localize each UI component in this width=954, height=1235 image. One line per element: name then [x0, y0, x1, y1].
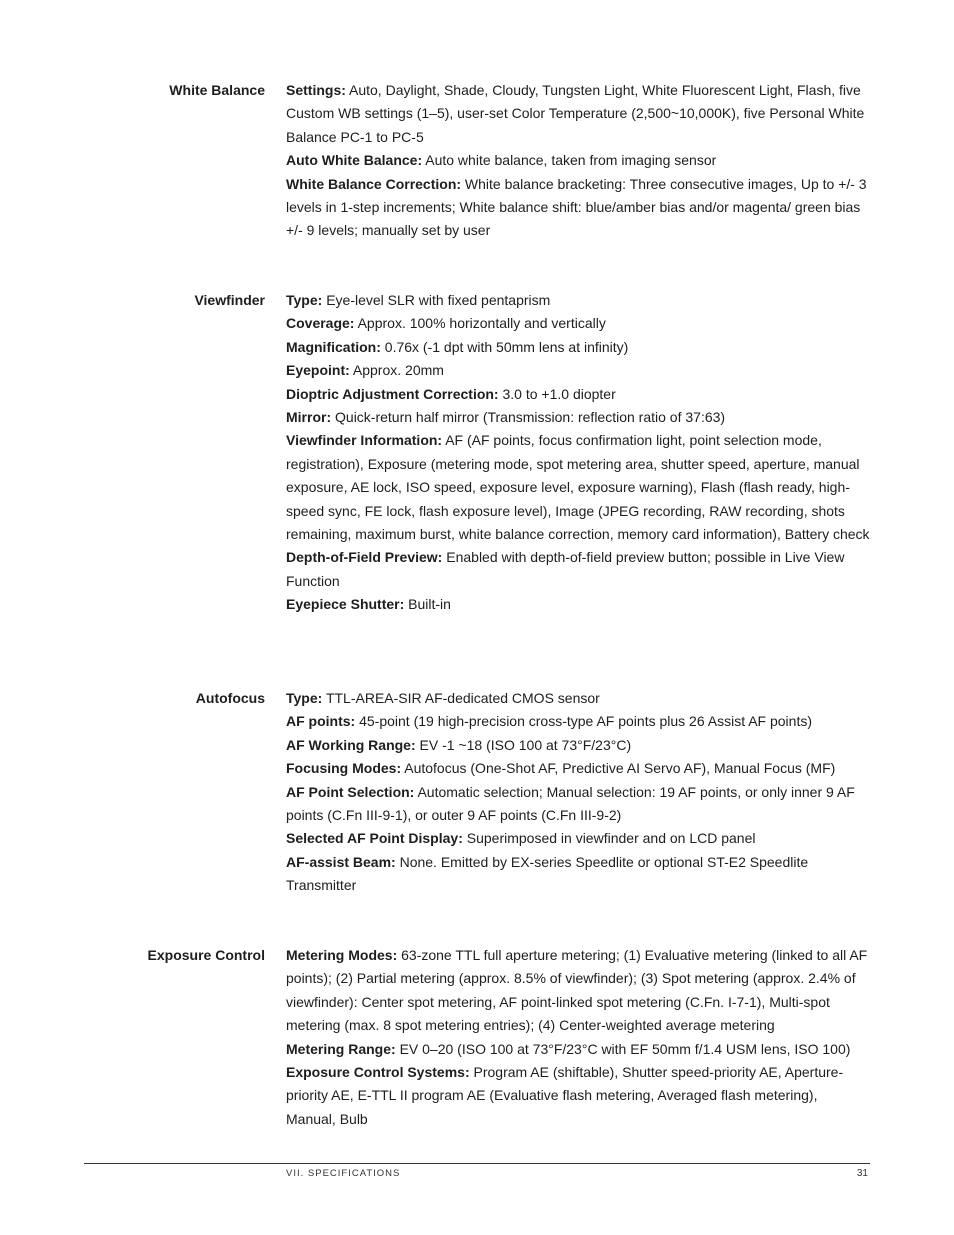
section-body	[286, 944, 870, 1131]
spec-label: AF Point Selection:	[286, 783, 415, 800]
section-body	[286, 687, 870, 898]
spec-value: Auto, Daylight, Shade, Cloudy, Tungsten Light, White Fluorescent Light, Flash, five Custom WB settings (1–5), user-set Color Temperature (2,500~10,000K), five Personal White Balance PC-1 to PC-5	[286, 82, 865, 145]
spec-entry	[286, 312, 870, 335]
spec-label: Metering Range:	[286, 1040, 396, 1057]
spec-value: 63-zone TTL full aperture metering; (1) Evaluative metering (linked to all AF points); (2) Partial metering (approx. 8.5% of viewfinder); (3) Spot metering (approx. 2.4% of viewfinder): Center spot metering, AF point-linked spot metering (C.Fn. I-7-1), Multi-spot metering (max. 8 spot metering entries); (4) Center-weighted average metering	[286, 947, 868, 1034]
section-body	[286, 289, 870, 617]
spec-value: Enabled with depth-of-field preview button; possible in Live View Function	[286, 549, 845, 589]
spec-label: Type:	[286, 690, 323, 706]
spec-value: Superimposed in viewfinder and on LCD panel	[462, 830, 756, 847]
spec-entry	[286, 336, 870, 359]
spec-label: Settings:	[286, 82, 346, 98]
spec-entry	[286, 851, 870, 898]
page-number: 31	[856, 1168, 868, 1179]
section-title: Viewfinder	[194, 292, 265, 308]
spec-entry	[286, 781, 870, 828]
spec-label: AF Working Range:	[286, 736, 416, 753]
spec-value: AF (AF points, focus confirmation light, point selection mode, registration), Exposure (metering mode, spot metering area, shutter speed, aperture, manual exposure, AE lock, ISO speed, exposure level, exposure warning), Flash (flash ready, high-speed sync, FE lock, flash exposure level), Image (JPEG recording, RAW recording, shots remaining, maximum burst, white balance correction, memory card information), Battery check	[286, 432, 870, 543]
spec-entry	[286, 1038, 870, 1061]
spec-label: Mirror:	[286, 409, 332, 426]
spec-entry	[286, 593, 870, 616]
spec-label: Dioptric Adjustment Correction:	[286, 385, 499, 402]
spec-value: Approx. 100% horizontally and vertically	[354, 315, 606, 332]
spec-value: 3.0 to +1.0 diopter	[498, 385, 616, 402]
spec-value: 0.76x (-1 dpt with 50mm lens at infinity)	[380, 338, 629, 355]
section-title: White Balance	[169, 82, 265, 98]
spec-value: Approx. 20mm	[349, 362, 444, 379]
spec-label: Magnification:	[286, 338, 381, 355]
spec-entry	[286, 79, 870, 149]
spec-label: Eyepiece Shutter:	[286, 596, 405, 613]
spec-entry	[286, 1061, 870, 1131]
spec-value: TTL-AREA-SIR AF-dedicated CMOS sensor	[322, 690, 600, 706]
section-title: Exposure Control	[147, 947, 265, 963]
spec-entry	[286, 944, 870, 1038]
spec-label: Type:	[286, 292, 323, 308]
section-body	[286, 79, 870, 243]
spec-entry	[286, 827, 870, 850]
spec-value: Autofocus (One-Shot AF, Predictive AI Servo AF), Manual Focus (MF)	[401, 760, 836, 777]
spec-label: AF points:	[286, 713, 356, 730]
spec-entry	[286, 383, 870, 406]
spec-value: Eye-level SLR with fixed pentaprism	[322, 292, 551, 308]
spec-entry	[286, 546, 870, 593]
spec-value: EV 0–20 (ISO 100 at 73°F/23°C with EF 50mm f/1.4 USM lens, ISO 100)	[395, 1040, 851, 1057]
spec-label: Depth-of-Field Preview:	[286, 549, 443, 566]
spec-label: White Balance Correction:	[286, 175, 462, 192]
spec-entry	[286, 687, 870, 710]
spec-value: Quick-return half mirror (Transmission: reflection ratio of 37:63)	[331, 409, 726, 426]
spec-entry	[286, 173, 870, 243]
spec-label: Auto White Balance:	[286, 152, 423, 169]
spec-entry	[286, 734, 870, 757]
spec-entry	[286, 359, 870, 382]
spec-value: EV -1 ~18 (ISO 100 at 73°F/23°C)	[415, 736, 632, 753]
section-title: Autofocus	[195, 690, 265, 706]
spec-label: Exposure Control Systems:	[286, 1064, 470, 1081]
spec-value: 45-point (19 high-precision cross-type AF points plus 26 Assist AF points)	[355, 713, 812, 730]
spec-label: Focusing Modes:	[286, 760, 402, 777]
spec-value: Automatic selection; Manual selection: 19 AF points, or only inner 9 AF points (C.Fn III-9-1), or outer 9 AF points (C.Fn III-9-2)	[286, 783, 855, 824]
spec-label: Metering Modes:	[286, 947, 398, 963]
spec-label: Selected AF Point Display:	[286, 830, 463, 847]
spec-entry	[286, 149, 870, 172]
spec-label: Eyepoint:	[286, 362, 350, 379]
spec-label: AF-assist Beam:	[286, 853, 396, 870]
spec-entry	[286, 429, 870, 546]
spec-value: White balance bracketing: Three consecutive images, Up to +/- 3 levels in 1-step increments; White balance shift: blue/amber bias and/or magenta/ green bias +/- 9 levels; manually set by user	[286, 175, 867, 239]
spec-entry	[286, 710, 870, 733]
spec-label: Viewfinder Information:	[286, 432, 443, 449]
spec-value: None. Emitted by EX-series Speedlite or optional ST-E2 Speedlite Transmitter	[286, 853, 809, 894]
spec-value: Program AE (shiftable), Shutter speed-priority AE, Aperture-priority AE, E-TTL II program AE (Evaluative flash metering, Averaged flash metering), Manual, Bulb	[286, 1064, 844, 1127]
footer-section-label: VII. SPECIFICATIONS	[286, 1168, 401, 1179]
spec-entry	[286, 757, 870, 780]
spec-entry	[286, 289, 870, 312]
spec-label: Coverage:	[286, 315, 355, 332]
spec-value: Auto white balance, taken from imaging sensor	[422, 152, 717, 169]
spec-value: Built-in	[404, 596, 451, 613]
spec-entry	[286, 406, 870, 429]
footer-divider	[84, 1163, 870, 1164]
